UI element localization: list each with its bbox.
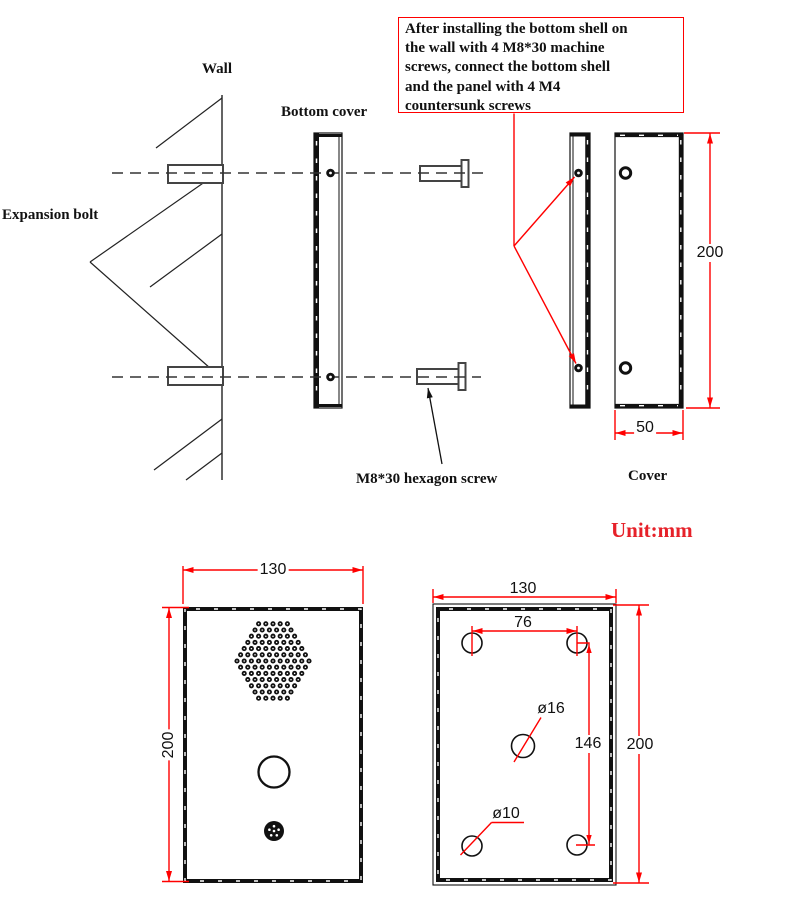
dim-hole-spacing-y: 146	[574, 735, 602, 752]
dim-back-width: 130	[509, 580, 537, 597]
dim-cover-width: 50	[636, 419, 654, 436]
dim-corner-hole: ø10	[492, 805, 520, 822]
microphone-hole	[264, 821, 284, 841]
instruction-note	[398, 17, 684, 113]
expansion-bolt-label: Expansion bolt	[2, 207, 99, 223]
bottom-shell-side-view	[570, 133, 590, 408]
dim-side-height: 200	[696, 244, 724, 261]
wall-hatching	[150, 98, 222, 480]
note-leader-lines	[514, 114, 576, 364]
note-line: and the panel with 4 M4	[405, 78, 561, 95]
m8-screw-label: M8*30 hexagon screw	[356, 471, 498, 487]
wall-label: Wall	[202, 61, 233, 77]
expansion-bolt-bottom	[168, 367, 223, 385]
note-line: the wall with 4 M8*30 machine	[405, 40, 605, 57]
expansion-bolt-leader-lines	[90, 172, 219, 376]
dim-front-height: 200	[160, 731, 177, 759]
m8-screws	[417, 160, 469, 390]
m8-screw-leader	[428, 388, 442, 464]
cover-label: Cover	[628, 468, 668, 484]
bottom-cover-label: Bottom cover	[281, 104, 368, 120]
note-line: After installing the bottom shell on	[405, 21, 628, 37]
expansion-bolt-top	[168, 165, 223, 183]
front-panel-view	[185, 609, 361, 881]
note-line: screws, connect the bottom shell	[405, 59, 611, 76]
wall-drawing	[90, 95, 222, 480]
dim-hole-spacing-x: 76	[514, 614, 532, 631]
dim-back-height: 200	[626, 736, 654, 753]
call-button	[259, 757, 290, 788]
note-line: countersunk screws	[405, 97, 531, 114]
expansion-bolts	[168, 165, 223, 385]
unit-label: Unit:mm	[611, 518, 693, 542]
dim-front-width: 130	[259, 561, 287, 578]
centerlines	[112, 173, 484, 377]
dim-center-hole: ø16	[537, 700, 565, 717]
cover-side-view	[615, 133, 683, 408]
